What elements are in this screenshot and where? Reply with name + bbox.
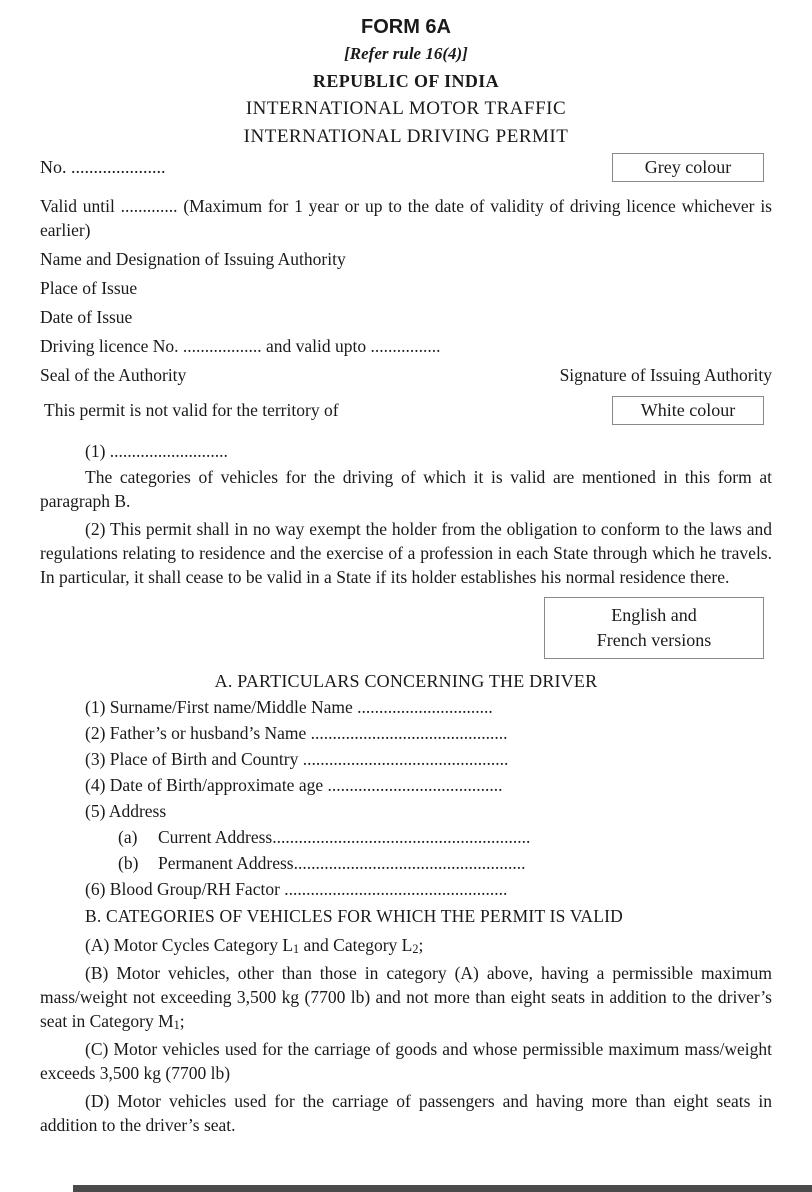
page-header [40,16,772,148]
note-paragraph-2: (2) This permit shall in no way exempt the holder from the obligation to conform to the laws and regulations relating to residence and the exercise of a profession in each State through which he travels. In particular, it shall cease to be valid in a State if its holder establishes his normal residence there. [40,519,772,587]
category-a-subscript-1: 1 [293,942,300,956]
section-a-title: A. PARTICULARS CONCERNING THE DRIVER [214,671,598,691]
motor-traffic-title: INTERNATIONAL MOTOR TRAFFIC [245,98,567,119]
note-item-1: (1) ........................... [85,441,228,461]
category-a-text-end: ; [418,935,424,955]
scan-artifact-bar [73,1185,812,1192]
seal-signature-row [40,363,772,387]
grey-colour-box: Grey colour [612,153,764,182]
driver-item-address: (5) Address [85,801,167,821]
sub-item-label-a: (a) [118,827,138,847]
driver-item-birth-date: (4) Date of Birth/approximate age ........................................ [85,775,503,795]
sub-item-label-b: (b) [118,853,139,873]
driver-item-blood-group: (6) Blood Group/RH Factor ................................................... [85,879,508,899]
valid-until-line: Valid until ............. (Maximum for 1 year or up to the date of validity of driving licence whichever is earlier) [40,196,772,240]
versions-line-1: English and [611,605,697,625]
date-of-issue-line: Date of Issue [40,307,133,327]
driver-item-birth-place: (3) Place of Birth and Country ............................................... [85,749,509,769]
permit-number-field: No. ..................... [40,157,166,177]
note-paragraph-1: The categories of vehicles for the driving of which it is valid are mentioned in this form at paragraph B. [40,467,772,511]
permit-number-row [40,153,772,182]
category-a-text: (A) Motor Cycles Category L [85,935,294,955]
white-colour-box: White colour [612,396,764,425]
issuing-authority-line: Name and Designation of Issuing Authority [40,249,346,269]
versions-box [544,597,764,659]
category-a-text-mid: and Category L [299,935,413,955]
category-a-line [40,933,772,957]
sub-item-text-a: Current Address........................................................... [158,827,531,847]
versions-line-2: French versions [596,630,712,650]
territory-row [40,396,772,425]
driver-item-surname: (1) Surname/First name/Middle Name ............................... [85,697,493,717]
driving-licence-line: Driving licence No. .................. and valid upto ................ [40,336,441,356]
category-c-paragraph: (C) Motor vehicles used for the carriage of goods and whose permissible maximum mass/weight exceeds 3,500 kg (7700 lb) [40,1039,772,1083]
form-title: FORM 6A [361,16,451,38]
place-of-issue-line: Place of Issue [40,278,138,298]
address-sub-item-current [40,825,772,849]
territory-line: This permit is not valid for the territory of [44,400,339,420]
category-d-paragraph: (D) Motor vehicles used for the carriage of passengers and having more than eight seats in addition to the driver’s seat. [40,1091,772,1135]
seal-of-authority-label: Seal of the Authority [40,365,187,385]
category-b-text-end: ; [179,1011,185,1031]
driver-item-father-name: (2) Father’s or husband’s Name ............................................. [85,723,508,743]
address-sub-item-permanent [40,851,772,875]
sub-item-text-b: Permanent Address..................................................... [158,853,526,873]
signature-of-authority-label: Signature of Issuing Authority [559,365,772,385]
category-b-paragraph [40,961,772,1033]
rule-reference: [Refer rule 16(4)] [344,44,468,63]
category-a-subscript-2: 2 [412,942,419,956]
category-b-subscript: 1 [173,1018,180,1032]
category-b-text: (B) Motor vehicles, other than those in category (A) above, having a permissible maximum mass/weight not exceeding 3,500 kg (7700 lb) and not more than eight seats in addition to the driver’s seat in Category M [40,963,772,1031]
section-b-title: B. CATEGORIES OF VEHICLES FOR WHICH THE PERMIT IS VALID [85,906,623,926]
driving-permit-title: INTERNATIONAL DRIVING PERMIT [243,126,569,147]
country-title: REPUBLIC OF INDIA [312,71,500,91]
